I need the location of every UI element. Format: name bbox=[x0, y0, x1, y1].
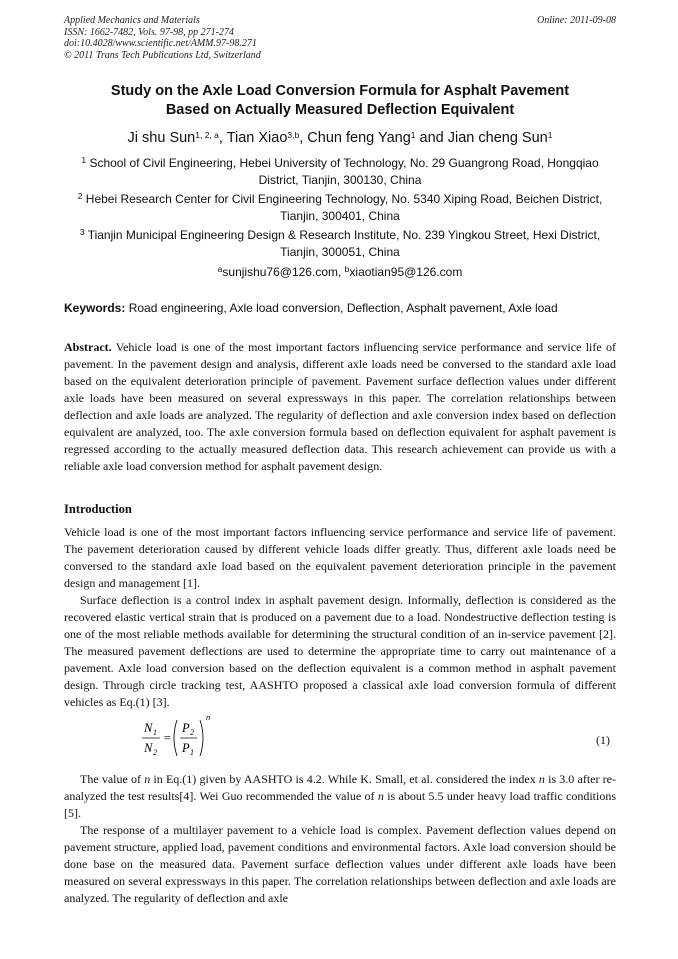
lhs-numerator-subscript: 1 bbox=[153, 728, 157, 737]
author-list bbox=[64, 128, 616, 148]
abstract-label: Abstract. bbox=[64, 340, 112, 354]
paragraph: The response of a multilayer pavement to a vehicle load is complex. Pavement deflection values depend on pavement structure, applied load, pavement conditions and environmental factors. Axle load conversion should be done base on the measured data. Pavement surface deflection values under different axle loads have been measured on several expressways in this paper. The correlation relationships between deflection and axle loads are analyzed. The regularity of deflection and axle bbox=[64, 823, 616, 905]
introduction-body bbox=[64, 524, 616, 711]
left-paren bbox=[174, 720, 177, 756]
rhs-numerator: P bbox=[182, 721, 190, 735]
equation-number: (1) bbox=[596, 733, 610, 747]
text-run: is about 5.5 under heavy load traffic conditions [5]. bbox=[64, 789, 617, 820]
variable-n: n bbox=[538, 772, 545, 786]
abstract bbox=[64, 339, 616, 475]
lhs-denominator: N bbox=[144, 741, 153, 755]
abstract-text: Vehicle load is one of the most important factors influencing service performance and service life of pavement. In the pavement design and analysis, different axle loads need be conversed to the standard axle load based on the equivalent deterioration principle of pavement. Pavement surface deflection values under different axle loads have been measured on several expressways in this paper. The correlation relationships between deflection and axle loads are analyzed. The regularity of deflection and axle conversion index based on deflection equivalent are analyzed, too. The axle conversion formula based on deflection equivalent for asphalt pavement is regressed according to the actually measured deflection data. This research achievement can provide us with a reliable axle load conversion method for asphalt pavement design. bbox=[64, 340, 616, 473]
affiliation-number: 2 bbox=[77, 191, 83, 201]
keywords-text: Road engineering, Axle load conversion, Deflection, Asphalt pavement, Axle load bbox=[125, 301, 558, 315]
text-run: in Eq.(1) given by AASHTO is 4.2. While K. Small, et al. considered the index bbox=[150, 772, 539, 786]
keywords-label: Keywords: bbox=[64, 301, 126, 315]
author-name: Tian Xiao bbox=[226, 130, 288, 146]
author-affiliation-marker: 1 bbox=[547, 130, 553, 140]
journal-name: Applied Mechanics and Materials bbox=[64, 15, 200, 26]
affiliation-line: District, Tianjin, 300130, China bbox=[258, 173, 422, 187]
text-run: The value of bbox=[80, 772, 145, 786]
author-separator: , bbox=[299, 130, 308, 146]
author-separator: and bbox=[415, 130, 448, 146]
equation-graphic bbox=[140, 714, 220, 764]
email-marker: b bbox=[344, 264, 350, 274]
author-name: Chun feng Yang bbox=[307, 130, 411, 146]
variable-n: n bbox=[144, 772, 151, 786]
affiliation-number: 3 bbox=[79, 227, 85, 237]
affiliation-line: Tianjin, 300051, China bbox=[280, 245, 400, 259]
author-separator: , bbox=[218, 130, 227, 146]
affiliation-2 bbox=[64, 191, 616, 225]
rhs-numerator-subscript: 2 bbox=[190, 728, 194, 737]
paragraph: Surface deflection is a control index in asphalt pavement design. Informally, deflection is considered as the recovered elastic vertical strain that is produced on a pavement due to a load. Nondestructive deflection testing is one of the most reliable methods available for determining the structural condition of an in-service pavement [2]. The measured pavement deflections are used to determine the appropriate time to carry out maintenance of a pavement. Axle load conversion based on the deflection equivalent is a common method in asphalt pavement design. Through circle tracking test, AASHTO proposed a classical axle load conversion formula of different vehicles as Eq.(1) [3]. bbox=[64, 593, 616, 709]
email-separator: , bbox=[338, 265, 345, 279]
variable-n: n bbox=[377, 789, 384, 803]
affiliation-1 bbox=[64, 155, 616, 189]
paragraph: Vehicle load is one of the most important factors influencing service performance and service life of pavement. The pavement deterioration caused by different vehicle loads differ greatly. Thus, different axle loads need be conversed to the standard axle load based on the equivalent pavement deterioration principle in the pavement design and management [1]. bbox=[64, 525, 616, 590]
online-date: Online: 2011-09-08 bbox=[537, 15, 616, 26]
email-address[interactable]: xiaotian95@126.com bbox=[349, 265, 463, 279]
author-name: Ji shu Sun bbox=[127, 130, 196, 146]
copyright-line: © 2011 Trans Tech Publications Ltd, Switzerland bbox=[64, 49, 261, 61]
lhs-denominator-subscript: 2 bbox=[153, 748, 157, 757]
email-address[interactable]: sunjishu76@126.com bbox=[222, 265, 338, 279]
author-affiliation-marker: 1 bbox=[410, 130, 416, 140]
affiliation-line: School of Civil Engineering, Hebei University of Technology, No. 29 Guangrong Road, Hongqiao bbox=[89, 156, 599, 170]
keywords bbox=[64, 300, 616, 316]
affiliation-line: Hebei Research Center for Civil Engineering Technology, No. 5340 Xiping Road, Beichen District, bbox=[85, 192, 603, 206]
paper-title bbox=[64, 82, 616, 120]
title-line-2: Based on Actually Measured Deflection Equivalent bbox=[165, 102, 515, 118]
exponent: n bbox=[206, 712, 211, 722]
issn-line: ISSN: 1662-7482, Vols. 97-98, pp 271-274 bbox=[64, 26, 234, 38]
author-affiliation-marker: 1, 2, a bbox=[195, 130, 219, 140]
right-paren bbox=[200, 720, 203, 756]
paragraph bbox=[64, 771, 616, 822]
email-marker: a bbox=[217, 264, 223, 274]
title-line-1: Study on the Axle Load Conversion Formula for Asphalt Pavement bbox=[110, 83, 570, 99]
equation-1 bbox=[140, 714, 220, 768]
affiliation-line: Tianjin Municipal Engineering Design & Research Institute, No. 239 Yingkou Street, Hexi District, bbox=[87, 228, 601, 242]
doi-line: doi:10.4028/www.scientific.net/AMM.97-98.271 bbox=[64, 38, 257, 49]
equals-sign: = bbox=[163, 731, 172, 745]
affiliation-number: 1 bbox=[81, 155, 87, 165]
running-header bbox=[64, 15, 616, 61]
affiliation-3 bbox=[64, 227, 616, 261]
body-continued bbox=[64, 771, 616, 907]
author-name: Jian cheng Sun bbox=[447, 130, 548, 146]
section-heading: Introduction bbox=[64, 502, 132, 516]
text-run: is 3.0 after re-analyzed the test results[4]. Wei Guo recommended the value of bbox=[64, 772, 616, 803]
affiliation-line: Tianjin, 300401, China bbox=[280, 209, 400, 223]
lhs-numerator: N bbox=[144, 721, 153, 735]
author-emails bbox=[64, 264, 616, 281]
rhs-denominator-subscript: 1 bbox=[190, 748, 194, 757]
rhs-denominator: P bbox=[182, 741, 190, 755]
author-affiliation-marker: 3,b bbox=[287, 130, 300, 140]
